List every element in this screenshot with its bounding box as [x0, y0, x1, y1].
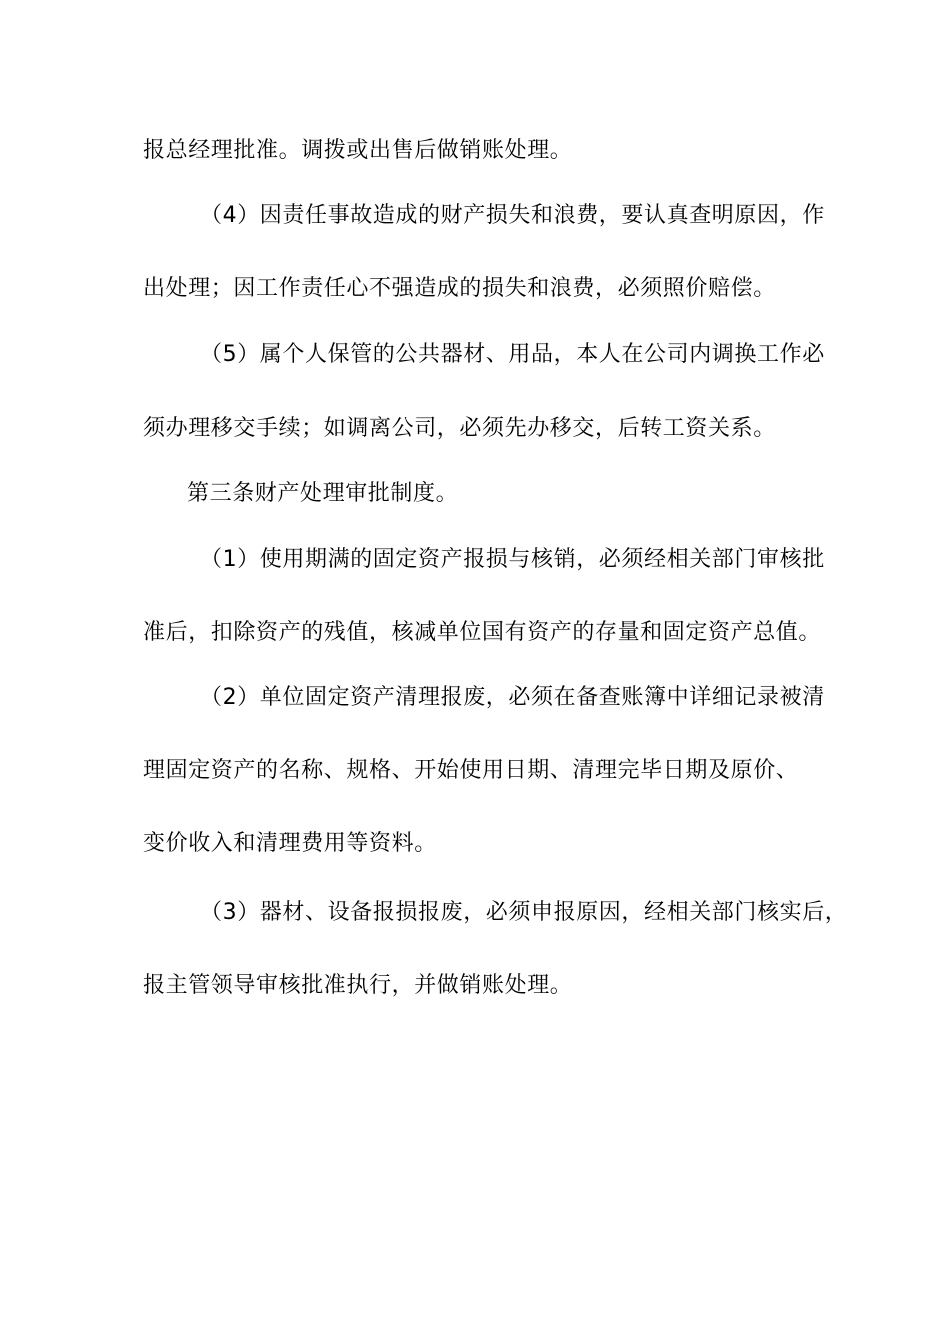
text-line: 变价收入和清理费用等资料。: [143, 831, 437, 856]
text-line: （2）单位固定资产清理报废，必须在备查账簿中详细记录被清: [200, 685, 825, 710]
text-line: 理固定资产的名称、规格、开始使用日期、清理完毕日期及原价、: [143, 758, 799, 783]
text-line: 出处理；因工作责任心不强造成的损失和浪费，必须照价赔偿。: [143, 276, 776, 301]
text-line: 报主管领导审核批准执行，并做销账处理。: [143, 973, 573, 998]
text-line: （3）器材、设备报损报废，必须申报原因，经相关部门核实后，: [200, 900, 848, 925]
section-heading: 第三条财产处理审批制度。: [187, 481, 459, 506]
text-line: 须办理移交手续；如调离公司，必须先办移交，后转工资关系。: [143, 416, 776, 441]
text-line: （1）使用期满的固定资产报损与核销，必须经相关部门审核批: [200, 547, 825, 572]
text-line: （5）属个人保管的公共器材、用品，本人在公司内调换工作必: [200, 342, 825, 367]
text-line: 报总经理批准。调拨或出售后做销账处理。: [143, 138, 573, 163]
text-line: 准后，扣除资产的残值，核减单位国有资产的存量和固定资产总值。: [143, 620, 822, 645]
text-line: （4）因责任事故造成的财产损失和浪费，要认真查明原因，作: [200, 203, 825, 228]
